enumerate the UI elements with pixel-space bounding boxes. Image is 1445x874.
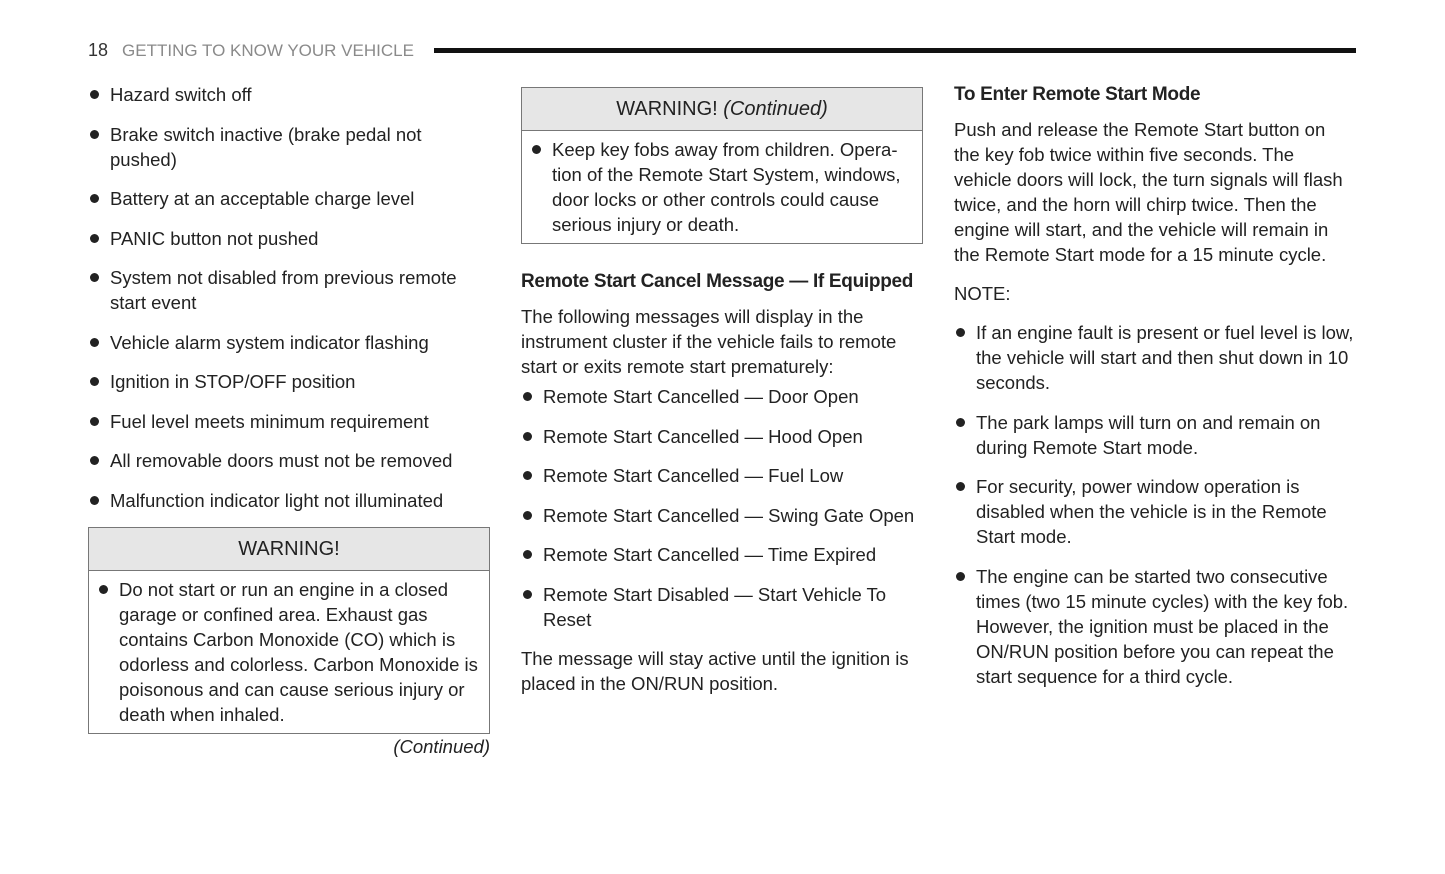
list-item: System not disabled from previous remote start event — [88, 265, 490, 315]
page-number: 18 — [88, 39, 109, 60]
list-item: The engine can be started two consecutive times (two 15 minute cycles) with the key fob. However, the ignition must be placed in the ON/RUN position before you can repeat the start sequence for a third cycle. — [954, 564, 1356, 689]
page-header — [88, 38, 1356, 62]
note-label: NOTE: — [954, 283, 1011, 304]
warning-title-suffix: (Continued) — [723, 98, 828, 120]
list-item: Hazard switch off — [88, 82, 490, 107]
list-item: All removable doors must not be removed — [88, 448, 490, 473]
section-heading: Remote Start Cancel Message — If Equipped — [521, 271, 914, 292]
list-item: Malfunction indicator light not illuminated — [88, 488, 490, 513]
list-item: PANIC button not pushed — [88, 226, 490, 251]
list-item: Remote Start Cancelled — Swing Gate Open — [521, 503, 923, 528]
list-item: Brake switch inactive (brake pedal not pushed) — [88, 122, 490, 172]
column-2 — [521, 87, 923, 710]
list-item: If an engine fault is present or fuel level is low, the vehicle will start and then shut down in 10 seconds. — [954, 320, 1356, 395]
outro-paragraph: The message will stay active until the ignition is placed in the ON/RUN position. — [521, 648, 909, 694]
list-item: Remote Start Cancelled — Hood Open — [521, 424, 923, 449]
warning-title: WARNING! — [89, 528, 489, 571]
list-item: Vehicle alarm system indicator flashing — [88, 330, 490, 355]
warning-title-text: WARNING! — [616, 98, 718, 120]
list-item: Battery at an acceptable charge level — [88, 186, 490, 211]
list-item: Remote Start Disabled — Start Vehicle To Reset — [521, 582, 923, 632]
messages-list — [521, 384, 923, 632]
list-item: Remote Start Cancelled — Fuel Low — [521, 463, 923, 488]
list-item: The park lamps will turn on and remain on during Remote Start mode. — [954, 410, 1356, 460]
section-heading: To Enter Remote Start Mode — [954, 84, 1201, 105]
continued-label: (Continued) — [393, 736, 490, 757]
warning-box — [88, 527, 490, 734]
paragraph: Push and release the Remote Start button on the key fob twice within five seconds. The vehicle doors will lock, the turn signals will flash twice, and the horn will chirp twice. Then the engine will start, and the vehicle will remain in the Remote Start mode for a 15 minute cycle. — [954, 119, 1343, 265]
header-rule — [434, 48, 1356, 53]
requirements-list — [88, 82, 490, 513]
column-3 — [954, 82, 1356, 703]
column-1 — [88, 82, 490, 759]
list-item: Remote Start Cancelled — Time Expired — [521, 542, 923, 567]
section-title: GETTING TO KNOW YOUR VEHICLE — [122, 40, 414, 60]
warning-box-continued — [521, 87, 923, 244]
notes-list — [954, 320, 1356, 689]
warning-item: Keep key fobs away from children. Opera-tion of the Remote Start System, windows, door locks or other controls could cause serious injury or death. — [530, 137, 914, 237]
list-item: Fuel level meets minimum requirement — [88, 409, 490, 434]
list-item: Ignition in STOP/OFF position — [88, 369, 490, 394]
list-item: For security, power window operation is disabled when the vehicle is in the Remote Start mode. — [954, 474, 1356, 549]
warning-item: Do not start or run an engine in a closed garage or confined area. Exhaust gas contains Carbon Monoxide (CO) which is odorless and colorless. Carbon Monoxide is poisonous and can cause serious injury or death when inhaled. — [97, 577, 481, 727]
intro-paragraph: The following messages will display in the instrument cluster if the vehicle fails to remote start or exits remote start prematurely: — [521, 306, 897, 377]
list-item: Remote Start Cancelled — Door Open — [521, 384, 923, 409]
warning-title — [522, 88, 922, 131]
